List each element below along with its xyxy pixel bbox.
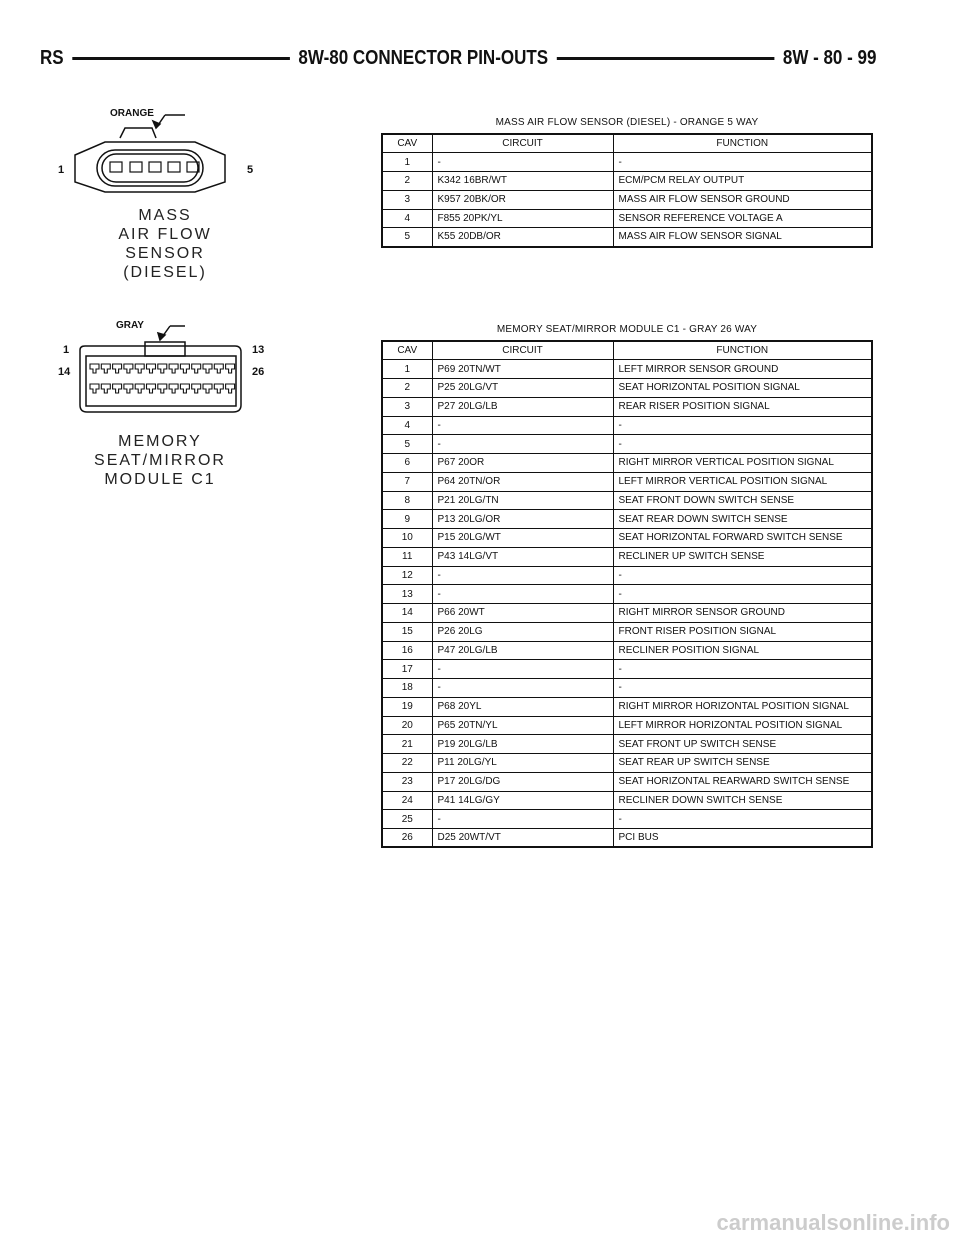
cell-function: LEFT MIRROR SENSOR GROUND bbox=[613, 360, 872, 379]
cell-function: SEAT FRONT UP SWITCH SENSE bbox=[613, 735, 872, 754]
cell-circuit: - bbox=[432, 585, 613, 604]
table-row bbox=[382, 153, 872, 172]
cell-cav: 11 bbox=[382, 547, 432, 566]
pin-cavity bbox=[113, 364, 122, 373]
table-title: MASS AIR FLOW SENSOR (DIESEL) - ORANGE 5 WAY bbox=[495, 117, 759, 128]
cell-function: RIGHT MIRROR SENSOR GROUND bbox=[613, 604, 872, 623]
watermark: carmanualsonline.info bbox=[716, 1210, 950, 1235]
col-header: CIRCUIT bbox=[432, 341, 613, 360]
table-row bbox=[382, 529, 872, 548]
cell-circuit: P19 20LG/LB bbox=[432, 735, 613, 754]
cell-cav: 25 bbox=[382, 810, 432, 829]
cell-circuit: P69 20TN/WT bbox=[432, 360, 613, 379]
cell-cav: 5 bbox=[382, 228, 432, 247]
table-row bbox=[382, 566, 872, 585]
cell-cav: 17 bbox=[382, 660, 432, 679]
col-header: FUNCTION bbox=[613, 341, 872, 360]
table-row bbox=[382, 547, 872, 566]
cell-cav: 2 bbox=[382, 172, 432, 191]
table-row bbox=[382, 791, 872, 810]
pin-cavity bbox=[147, 364, 156, 373]
table-row bbox=[382, 379, 872, 398]
table-row bbox=[382, 810, 872, 829]
pin-cavity bbox=[203, 384, 212, 393]
pin-cavity bbox=[90, 384, 99, 393]
table-row bbox=[382, 660, 872, 679]
cell-circuit: - bbox=[432, 660, 613, 679]
pin-cavity bbox=[192, 364, 201, 373]
pin-cavity bbox=[135, 384, 144, 393]
cell-circuit: - bbox=[432, 566, 613, 585]
cell-cav: 23 bbox=[382, 772, 432, 791]
cell-cav: 12 bbox=[382, 566, 432, 585]
pin-cavity bbox=[192, 384, 201, 393]
cell-circuit: - bbox=[432, 810, 613, 829]
cell-circuit: P15 20LG/WT bbox=[432, 529, 613, 548]
col-header: CAV bbox=[382, 341, 432, 360]
table-row bbox=[382, 510, 872, 529]
cell-cav: 1 bbox=[382, 153, 432, 172]
cell-cav: 26 bbox=[382, 829, 432, 848]
mass-air-flow-connector-diagram bbox=[60, 110, 260, 210]
cell-circuit: P43 14LG/VT bbox=[432, 547, 613, 566]
cell-circuit: P64 20TN/OR bbox=[432, 472, 613, 491]
cell-function: SEAT REAR UP SWITCH SENSE bbox=[613, 754, 872, 773]
cell-circuit: D25 20WT/VT bbox=[432, 829, 613, 848]
cell-cav: 21 bbox=[382, 735, 432, 754]
cell-function: RIGHT MIRROR VERTICAL POSITION SIGNAL bbox=[613, 454, 872, 473]
cell-cav: 2 bbox=[382, 379, 432, 398]
cell-circuit: P66 20WT bbox=[432, 604, 613, 623]
cell-function: - bbox=[613, 585, 872, 604]
cell-circuit: K957 20BK/OR bbox=[432, 190, 613, 209]
divider bbox=[72, 57, 290, 60]
cell-cav: 20 bbox=[382, 716, 432, 735]
divider bbox=[557, 57, 775, 60]
cell-circuit: P67 20OR bbox=[432, 454, 613, 473]
cell-function: FRONT RISER POSITION SIGNAL bbox=[613, 622, 872, 641]
cell-cav: 6 bbox=[382, 454, 432, 473]
cell-function: RECLINER UP SWITCH SENSE bbox=[613, 547, 872, 566]
cell-function: - bbox=[613, 810, 872, 829]
col-header: CIRCUIT bbox=[432, 134, 613, 153]
cell-circuit: P41 14LG/GY bbox=[432, 791, 613, 810]
cell-cav: 15 bbox=[382, 622, 432, 641]
pin-label: 1 bbox=[63, 344, 70, 356]
pin-cavity bbox=[226, 364, 235, 373]
pin-cavity bbox=[203, 364, 212, 373]
cell-cav: 18 bbox=[382, 679, 432, 698]
table-title: MEMORY SEAT/MIRROR MODULE C1 - GRAY 26 WAY bbox=[496, 324, 758, 335]
color-label: ORANGE bbox=[110, 108, 154, 119]
table-row bbox=[382, 604, 872, 623]
cell-function: SEAT HORIZONTAL POSITION SIGNAL bbox=[613, 379, 872, 398]
cell-cav: 13 bbox=[382, 585, 432, 604]
table-row bbox=[382, 454, 872, 473]
cell-function: RIGHT MIRROR HORIZONTAL POSITION SIGNAL bbox=[613, 697, 872, 716]
col-header: CAV bbox=[382, 134, 432, 153]
cell-function: SENSOR REFERENCE VOLTAGE A bbox=[613, 209, 872, 228]
cell-function: - bbox=[613, 153, 872, 172]
table-row bbox=[382, 209, 872, 228]
col-header: FUNCTION bbox=[613, 134, 872, 153]
table-row bbox=[382, 697, 872, 716]
cell-circuit: P65 20TN/YL bbox=[432, 716, 613, 735]
cell-function: - bbox=[613, 660, 872, 679]
color-label: GRAY bbox=[116, 320, 144, 331]
cell-function: SEAT REAR DOWN SWITCH SENSE bbox=[613, 510, 872, 529]
cell-function: SEAT HORIZONTAL REARWARD SWITCH SENSE bbox=[613, 772, 872, 791]
cell-cav: 4 bbox=[382, 416, 432, 435]
table-row bbox=[382, 190, 872, 209]
cell-circuit: P17 20LG/DG bbox=[432, 772, 613, 791]
table-row bbox=[382, 472, 872, 491]
pin-cavity bbox=[226, 384, 235, 393]
cell-cav: 24 bbox=[382, 791, 432, 810]
cell-function: LEFT MIRROR HORIZONTAL POSITION SIGNAL bbox=[613, 716, 872, 735]
cell-circuit: - bbox=[432, 416, 613, 435]
cell-cav: 7 bbox=[382, 472, 432, 491]
pin-cavity bbox=[101, 384, 110, 393]
cell-function: - bbox=[613, 435, 872, 454]
table-row bbox=[382, 772, 872, 791]
pin-cavity bbox=[169, 384, 178, 393]
table-row bbox=[382, 228, 872, 247]
pin-cavity bbox=[214, 364, 223, 373]
cell-function: LEFT MIRROR VERTICAL POSITION SIGNAL bbox=[613, 472, 872, 491]
table-row bbox=[382, 172, 872, 191]
pinout-table-memory-seat bbox=[381, 340, 873, 848]
pin-label: 1 bbox=[58, 164, 65, 176]
cell-circuit: - bbox=[432, 679, 613, 698]
cell-circuit: P11 20LG/YL bbox=[432, 754, 613, 773]
cell-cav: 16 bbox=[382, 641, 432, 660]
cell-cav: 5 bbox=[382, 435, 432, 454]
cell-function: - bbox=[613, 416, 872, 435]
cell-circuit: - bbox=[432, 435, 613, 454]
cell-cav: 3 bbox=[382, 190, 432, 209]
table-row bbox=[382, 716, 872, 735]
page-header bbox=[40, 44, 876, 72]
pin-label: 5 bbox=[247, 164, 254, 176]
pin-cavity bbox=[158, 384, 167, 393]
cell-function: MASS AIR FLOW SENSOR GROUND bbox=[613, 190, 872, 209]
cell-function: ECM/PCM RELAY OUTPUT bbox=[613, 172, 872, 191]
cell-function: RECLINER DOWN SWITCH SENSE bbox=[613, 791, 872, 810]
pinout-table-mass-air-flow bbox=[381, 133, 873, 248]
pin-cavity bbox=[147, 384, 156, 393]
cell-circuit: P27 20LG/LB bbox=[432, 397, 613, 416]
cell-cav: 9 bbox=[382, 510, 432, 529]
cell-circuit: - bbox=[432, 153, 613, 172]
cell-function: PCI BUS bbox=[613, 829, 872, 848]
cell-function: - bbox=[613, 679, 872, 698]
cell-cav: 4 bbox=[382, 209, 432, 228]
cell-circuit: P25 20LG/VT bbox=[432, 379, 613, 398]
pin-cavity bbox=[135, 364, 144, 373]
cell-circuit: K342 16BR/WT bbox=[432, 172, 613, 191]
header-left: RS bbox=[40, 46, 64, 69]
pin-label: 13 bbox=[252, 344, 265, 356]
pin-cavity bbox=[169, 364, 178, 373]
pin-cavity bbox=[90, 364, 99, 373]
table-row bbox=[382, 754, 872, 773]
cell-cav: 14 bbox=[382, 604, 432, 623]
cell-cav: 22 bbox=[382, 754, 432, 773]
cell-function: - bbox=[613, 566, 872, 585]
cell-function: REAR RISER POSITION SIGNAL bbox=[613, 397, 872, 416]
cell-circuit: K55 20DB/OR bbox=[432, 228, 613, 247]
cell-circuit: P21 20LG/TN bbox=[432, 491, 613, 510]
table-row bbox=[382, 585, 872, 604]
pin-cavity bbox=[180, 384, 189, 393]
cell-circuit: P47 20LG/LB bbox=[432, 641, 613, 660]
pin-label: 26 bbox=[252, 366, 265, 378]
cell-circuit: F855 20PK/YL bbox=[432, 209, 613, 228]
table-row bbox=[382, 360, 872, 379]
table-row bbox=[382, 491, 872, 510]
cell-cav: 10 bbox=[382, 529, 432, 548]
table-row bbox=[382, 829, 872, 848]
pin-cavity bbox=[124, 364, 133, 373]
cell-circuit: P13 20LG/OR bbox=[432, 510, 613, 529]
table-row bbox=[382, 416, 872, 435]
header-page-number: 8W - 80 - 99 bbox=[782, 46, 877, 69]
cell-circuit: P26 20LG bbox=[432, 622, 613, 641]
cell-cav: 19 bbox=[382, 697, 432, 716]
pin-cavity bbox=[214, 384, 223, 393]
pin-cavity bbox=[101, 364, 110, 373]
table-row bbox=[382, 641, 872, 660]
pin-cavity bbox=[158, 364, 167, 373]
pin-cavity bbox=[124, 384, 133, 393]
pin-cavity bbox=[180, 364, 189, 373]
connector-label: MEMORY SEAT/MIRROR MODULE C1 bbox=[94, 433, 226, 488]
table-row bbox=[382, 735, 872, 754]
cell-function: SEAT FRONT DOWN SWITCH SENSE bbox=[613, 491, 872, 510]
cell-cav: 1 bbox=[382, 360, 432, 379]
pin-label: 14 bbox=[58, 366, 71, 378]
cell-cav: 8 bbox=[382, 491, 432, 510]
cell-function: SEAT HORIZONTAL FORWARD SWITCH SENSE bbox=[613, 529, 872, 548]
header-title: 8W-80 CONNECTOR PIN-OUTS bbox=[298, 46, 549, 69]
table-row bbox=[382, 679, 872, 698]
cell-function: RECLINER POSITION SIGNAL bbox=[613, 641, 872, 660]
cell-cav: 3 bbox=[382, 397, 432, 416]
connector-label: MASS AIR FLOW SENSOR (DIESEL) bbox=[118, 207, 212, 281]
table-row bbox=[382, 435, 872, 454]
memory-seat-connector-diagram bbox=[75, 320, 250, 420]
cell-function: MASS AIR FLOW SENSOR SIGNAL bbox=[613, 228, 872, 247]
pin-cavity bbox=[113, 384, 122, 393]
cell-circuit: P68 20YL bbox=[432, 697, 613, 716]
table-row bbox=[382, 397, 872, 416]
table-row bbox=[382, 622, 872, 641]
